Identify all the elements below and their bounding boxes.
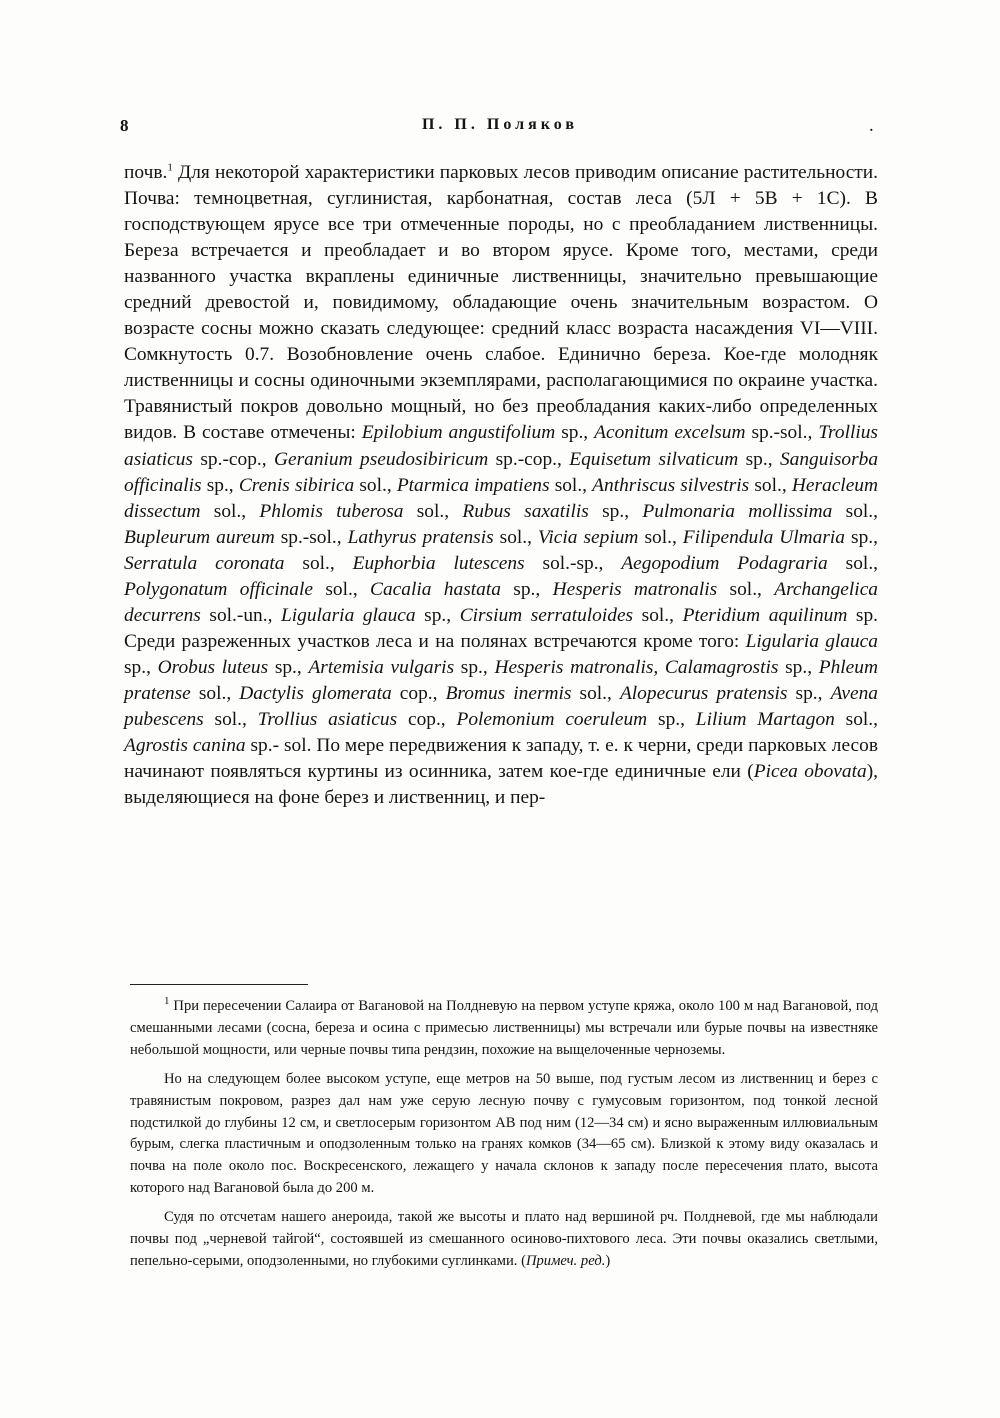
species-name: Dactylis glomerata [239,682,392,704]
text-run: sol., [832,500,878,522]
species-name: Euphorbia lutescens [352,552,525,574]
species-name: Heracleum dissectum [124,474,878,522]
header-dot: . [868,116,874,136]
species-name: Picea obovata [753,761,867,783]
footnote-marker: 1 [164,995,170,1008]
text-run: cop., [391,682,446,704]
species-name: Serratula coronata [124,552,285,574]
species-name: Bromus inermis [445,682,572,704]
text-run: sol., [493,526,539,548]
text-run: sp., [415,604,460,626]
species-name: Cirsium serratuloides [459,604,634,626]
species-name: Crenis sibirica [238,474,355,496]
species-name: Avena pubescens [124,682,878,730]
text-run: sol.-un., [200,604,281,626]
footnote-paragraph [130,1069,878,1200]
text-run: sp.-sol., [745,422,819,444]
species-name: Lilium Martagon [695,708,835,730]
species-name: Archangelica decurrens [124,578,878,626]
species-name: Agrostis canina [124,735,246,757]
text-run: ), выделяющиеся на фоне берез и лиственниц, и пер- [124,761,878,809]
text-run: cop., [397,708,457,730]
text-run: sp. Среди разреженных участков леса и на полянах встречаются кроме того: [124,604,879,652]
species-name: Aegopodium Podagraria [621,552,828,574]
text-run: sol., [354,474,397,496]
text-run: Судя по отсчетам нашего анероида, такой же высоты и плато над вершиной рч. Полдневой, где мы наблюдали почвы под „черневой тайгой“, состоявшей из смешанного осиново-пихтового леса. Эти почвы оказались светлыми, пепельно-серыми, оподзоленными, но глубокими суглинками. ( [130,1209,878,1269]
species-name: Sanguisorba officinalis [124,448,879,496]
page-number: 8 [120,116,129,135]
text-run: sol.-sp., [524,552,622,574]
species-name: Lathyrus pratensis [347,526,494,548]
text-run: sol., [403,500,463,522]
main-text [124,160,878,811]
text-run: sol., [284,552,353,574]
species-name: Aconitum excelsum [594,422,746,444]
species-name: Anthriscus silvestris [592,474,750,496]
text-run: sol., [717,578,775,600]
species-name: Ligularia glauca [280,604,416,626]
species-name: Rubus saxatilis [462,500,589,522]
text-run: sol., [571,682,620,704]
species-name: Trollius asiaticus [257,708,398,730]
running-head-author: П. П. Поляков [421,116,578,133]
text-run: sol., [834,708,878,730]
page-header [118,116,882,140]
footnotes [130,996,878,1280]
species-name: Bupleurum aureum [124,526,275,548]
text-run: sol., [200,500,260,522]
species-name: Примеч. ред. [525,1252,606,1269]
text-run: sol., [190,682,240,704]
species-name: Orobus luteus [157,656,269,678]
text-run: sp., [124,656,158,678]
species-name: Trollius asiaticus [124,422,878,470]
text-run: sp., [201,474,239,496]
species-name: Ptarmica impatiens [396,474,550,496]
text-run: sp., [588,500,643,522]
footnote-paragraph [130,996,878,1062]
text-run: Для некоторой характеристики парковых лесов приводим описание растительности. Почва: темноцветная, суглинистая, карбонатная, состав леса (5Л + 5В + 1С). В господствующем ярусе все три отмеченные породы, но с преобладанием лиственницы. Береза встречается и преобладает и во втором ярусе. Кроме того, местами, среди названного участка вкраплены единичные лиственницы, значительно превышающие средний древостой и, повидимому, обладающие очень значительным возрастом. О возрасте сосны можно сказать следующее: средний класс возраста насаждения VI—VIII. Сомкнутость 0.7. Возобновление очень слабое. Единично береза. Кое-где молодняк лиственницы и сосны одиночными экземплярами, располагающимися по окраине участка. Травянистый покров довольно мощный, но без преобладания каких-либо определенных видов. В составе отмечены: [124,162,878,444]
text-run: sp.-cop., [488,448,570,470]
text-run: ) [605,1252,611,1269]
species-name: Epilobium angustifolium [361,422,556,444]
footnote-marker: 1 [167,161,173,174]
species-name: Hesperis matronalis [552,578,718,600]
species-name: Pteridium aquilinum [682,604,848,626]
species-name: Polemonium coeruleum [456,708,648,730]
text-run: sol., [549,474,593,496]
species-name: Polygonatum officinale [124,578,313,600]
text-run: sol., [827,552,879,574]
text-run: sp., [555,422,595,444]
species-name: Pulmonaria mollissima [642,500,833,522]
text-run: sp.- sol. По мере передвижения к западу, т. е. к черни, среди парковых лесов начинают появляться куртины из осинника, затем кое-где единичные ели ( [124,735,878,783]
species-name: Hesperis matronalis, Calamagrostis [494,656,779,678]
text-run: sp., [500,578,553,600]
text-run: При пересечении Салаира от Вагановой на Полдневую на первом уступе кряжа, около 100 м над Вагановой, под смешанными лесами (сосна, береза и осина с примесью лиственницы) мы встречали или бурые почвы на известняке небольшой мощности, или черные почвы типа рендзин, похожие на выщелоченные черноземы. [130,998,878,1058]
text-run: sol., [749,474,792,496]
text-run: sp., [647,708,696,730]
species-name: Ligularia glauca [745,630,878,652]
text-run: sp.-cop., [192,448,274,470]
species-name: Phleum pratense [124,656,878,704]
text-run: sol., [203,708,258,730]
species-name: Alopecurus pratensis [619,682,788,704]
text-run: sol., [638,526,683,548]
footnote-paragraph [130,1207,878,1273]
text-run: sp., [738,448,780,470]
text-run: sp., [787,682,831,704]
species-name: Geranium pseudosibiricum [274,448,489,470]
text-run: почв. [124,162,168,183]
text-run: sp., [454,656,495,678]
text-run: sp.-sol., [274,526,348,548]
species-name: Vicia sepium [538,526,639,548]
text-run: sp., [268,656,309,678]
body-paragraph [124,160,878,811]
text-run: Но на следующем более высоком уступе, еще метров на 50 выше, под густым лесом из лиственниц и берез с травянистым покровом, разрез дал нам уже серую лесную почву с гумусовым горизонтом, под тонкой лесной подстилкой до глубины 12 см, и светлосерым горизонтом АВ под ним (12—34 см) и ясно выраженным иллювиальным бурым, слегка пластичным и оподзоленным только на гранях комков (34—65 см). Близкой к этому виду оказалась и почва на поле около пос. Воскресенского, лежащего у начала склонов к западу после пересечения плато, высота которого над Вагановой была до 200 м. [130,1070,878,1197]
footnote-separator [130,984,308,985]
species-name: Filipendula Ulmaria [682,526,846,548]
species-name: Phlomis tuberosa [259,500,404,522]
species-name: Artemisia vulgaris [308,656,455,678]
species-name: Equisetum silvaticum [569,448,739,470]
text-run: sp., [845,526,878,548]
text-run: sol., [313,578,371,600]
text-run: sol., [633,604,683,626]
species-name: Cacalia hastata [370,578,501,600]
text-run: sp., [778,656,819,678]
